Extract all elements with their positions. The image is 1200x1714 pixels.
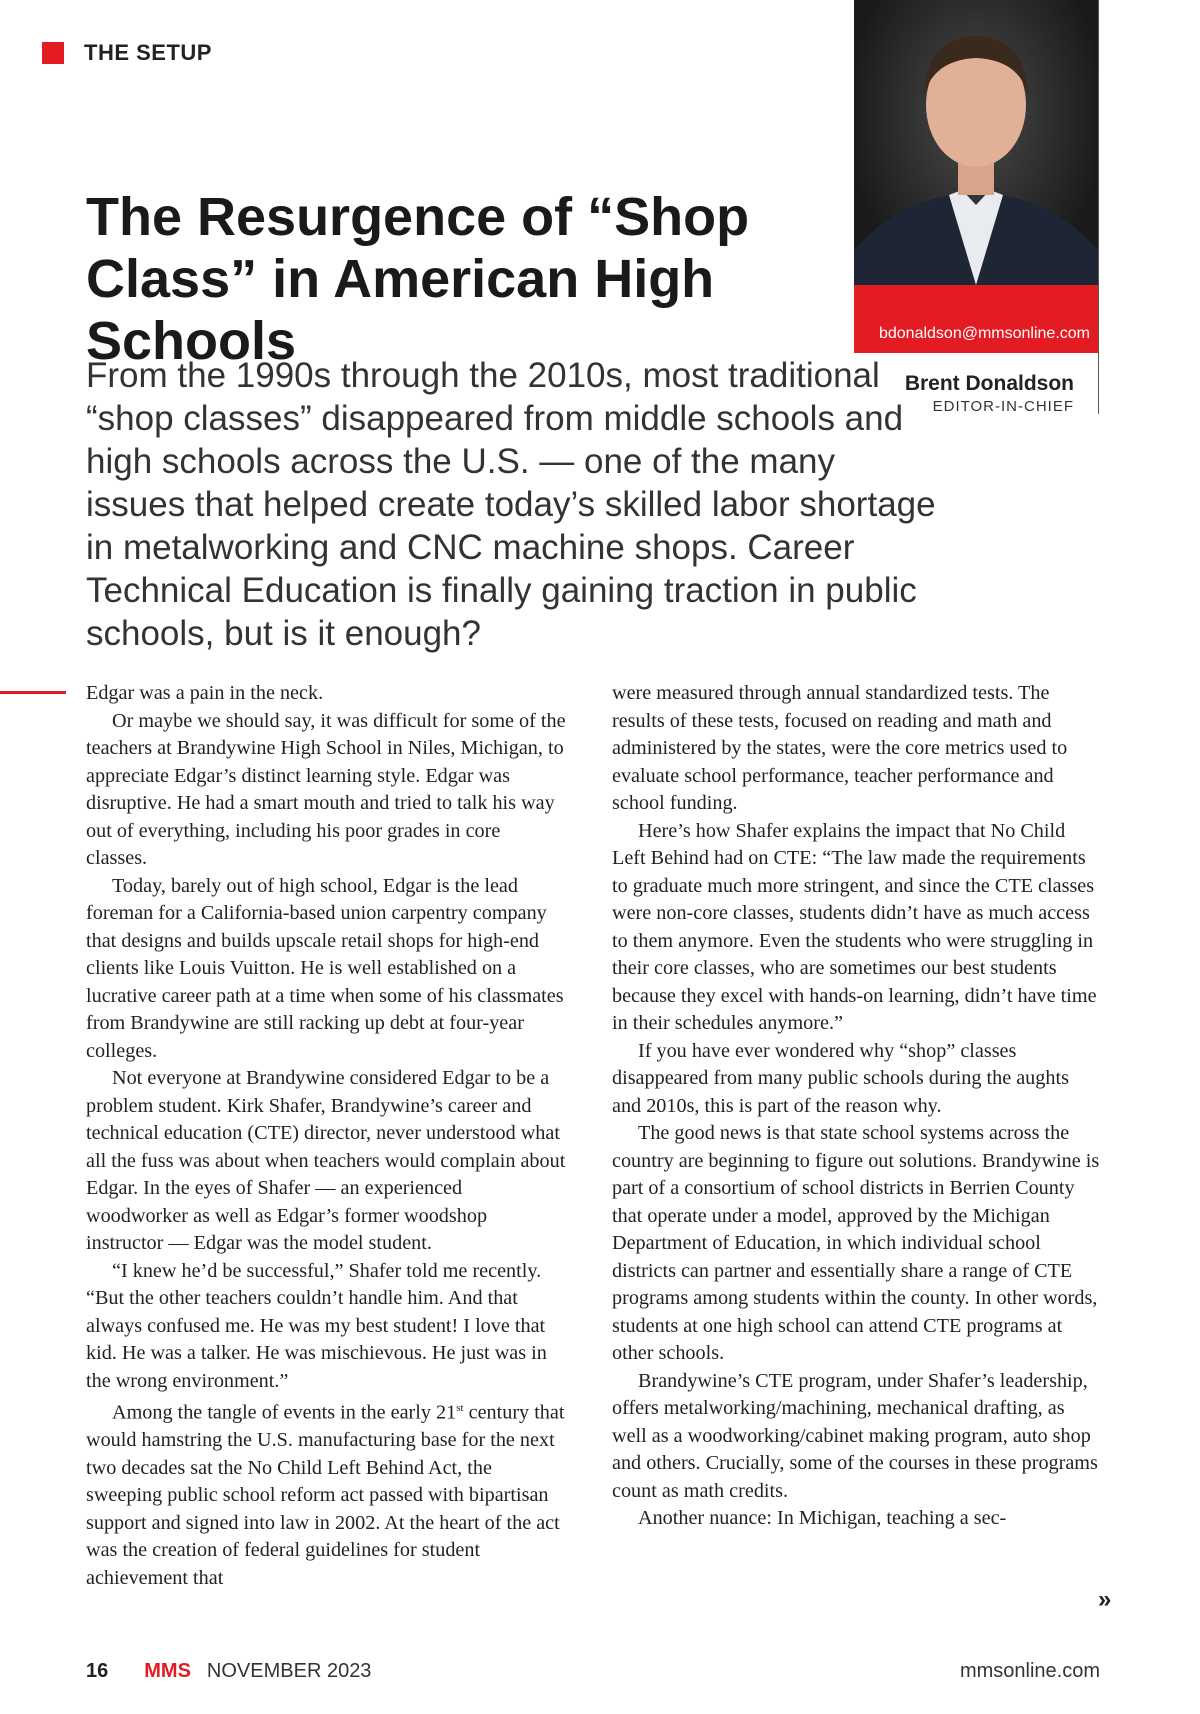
page-footer [86, 1660, 1100, 1683]
body-paragraph: If you have ever wondered why “shop” classes disappeared from many public schools during the aughts and 2010s, this is part of the reason why. [612, 1039, 1069, 1117]
article-title: The Resurgence of “Shop Class” in American High Schools [86, 187, 750, 371]
body-paragraph: Edgar was a pain in the neck. [86, 682, 324, 704]
section-header [42, 40, 212, 66]
author-box [854, 0, 1099, 414]
body-paragraph: were measured through annual standardized tests. The results of these tests, focused on reading and math and administered by the states, were the core metrics used to evaluate school performance, teacher performance and school funding. [612, 682, 1068, 814]
author-role: EDITOR-IN-CHIEF [932, 398, 1074, 415]
body-paragraph: “I knew he’d be successful,” Shafer told me recently. “But the other teachers couldn’t handle him. And that always confused me. He was my best student! I love that kid. He was a talker. He was mischievous. He just was in the wrong environment.” [86, 1259, 547, 1392]
section-marker [42, 42, 64, 64]
section-label: THE SETUP [84, 40, 212, 65]
body-column-right [612, 680, 1102, 1533]
body-text: century that would hamstring the U.S. manufacturing base for the next two decades sat the No Child Left Behind Act, the sweeping public school reform act passed with bipartisan support and signed into law in 2002. At the heart of the act was the creation of federal guidelines for student achievement that [86, 1401, 565, 1589]
body-paragraph: Today, barely out of high school, Edgar is the lead foreman for a California-based union carpentry company that designs and builds upscale retail shops for high-end clients like Louis Vuitton. He is well established on a lucrative career path at a time when some of his classmates from Brandywine are still racking up debt at four-year colleges. [86, 874, 564, 1062]
ordinal-suffix: st [456, 1402, 464, 1414]
body-paragraph: Brandywine’s CTE program, under Shafer’s leadership, offers metalworking/machining, mechanical drafting, as well as a woodworking/cabinet making program, auto shop and others. Crucially, some of the courses in these programs count as math credits. [612, 1369, 1098, 1502]
continue-arrow-icon: » [1098, 1586, 1112, 1613]
body-paragraph: Another nuance: In Michigan, teaching a sec- [638, 1507, 1007, 1529]
body-paragraph: Here’s how Shafer explains the impact that No Child Left Behind had on CTE: “The law made the requirements to graduate much more stringent, and since the CTE classes were non-core classes, students didn’t have as much access to them anymore. Even the students who were struggling in their core classes, who are sometimes our best students because they excel with hands-on learning, didn’t have time in their schedules anymore.” [612, 819, 1097, 1034]
website-url: mmsonline.com [959, 1660, 1100, 1682]
body-start-rule [0, 691, 66, 694]
issue-date: NOVEMBER 2023 [206, 1660, 372, 1682]
article-deck: From the 1990s through the 2010s, most traditional “shop classes” disappeared from middle schools and high schools across the U.S. — one of the many issues that helped create today’s skilled labor shortage in metalworking and CNC machine shops. Career Technical Education is finally gaining traction in public schools, but is it enough? [86, 356, 936, 653]
magazine-brand: MMS [144, 1660, 191, 1682]
body-paragraph: Or maybe we should say, it was difficult for some of the teachers at Brandywine High School in Niles, Michigan, to appreciate Edgar’s distinct learning style. Edgar was disruptive. He had a smart mouth and tried to talk his way out of everything, including his poor grades in core classes. [86, 709, 566, 869]
author-photo [854, 0, 1098, 285]
author-portrait [854, 0, 1098, 285]
body-paragraph: Not everyone at Brandywine considered Edgar to be a problem student. Kirk Shafer, Brandywine’s career and technical education (CTE) director, never understood what all the fuss was about when teachers would complain about Edgar. In the eyes of Shafer — an experienced woodworker as well as Edgar’s former woodshop instructor — Edgar was the model student. [86, 1067, 566, 1254]
author-email-text: bdonaldson@mmsonline.com [878, 325, 1090, 342]
author-email [854, 285, 1098, 353]
body-column-left [86, 680, 566, 1592]
page-number: 16 [86, 1660, 109, 1682]
author-name: Brent Donaldson [904, 372, 1074, 395]
body-text: Among the tangle of events in the early 21 [112, 1401, 457, 1424]
body-paragraph: The good news is that state school systems across the country are beginning to figure out solutions. Brandywine is part of a consortium of school districts in Berrien County that operate under a model, approved by the Michigan Department of Education, in which individual school districts can partner and essentially share a range of CTE programs among students within the county. In other words, students at one high school can attend CTE programs at other schools. [612, 1122, 1100, 1364]
body-paragraph [86, 1395, 566, 1592]
